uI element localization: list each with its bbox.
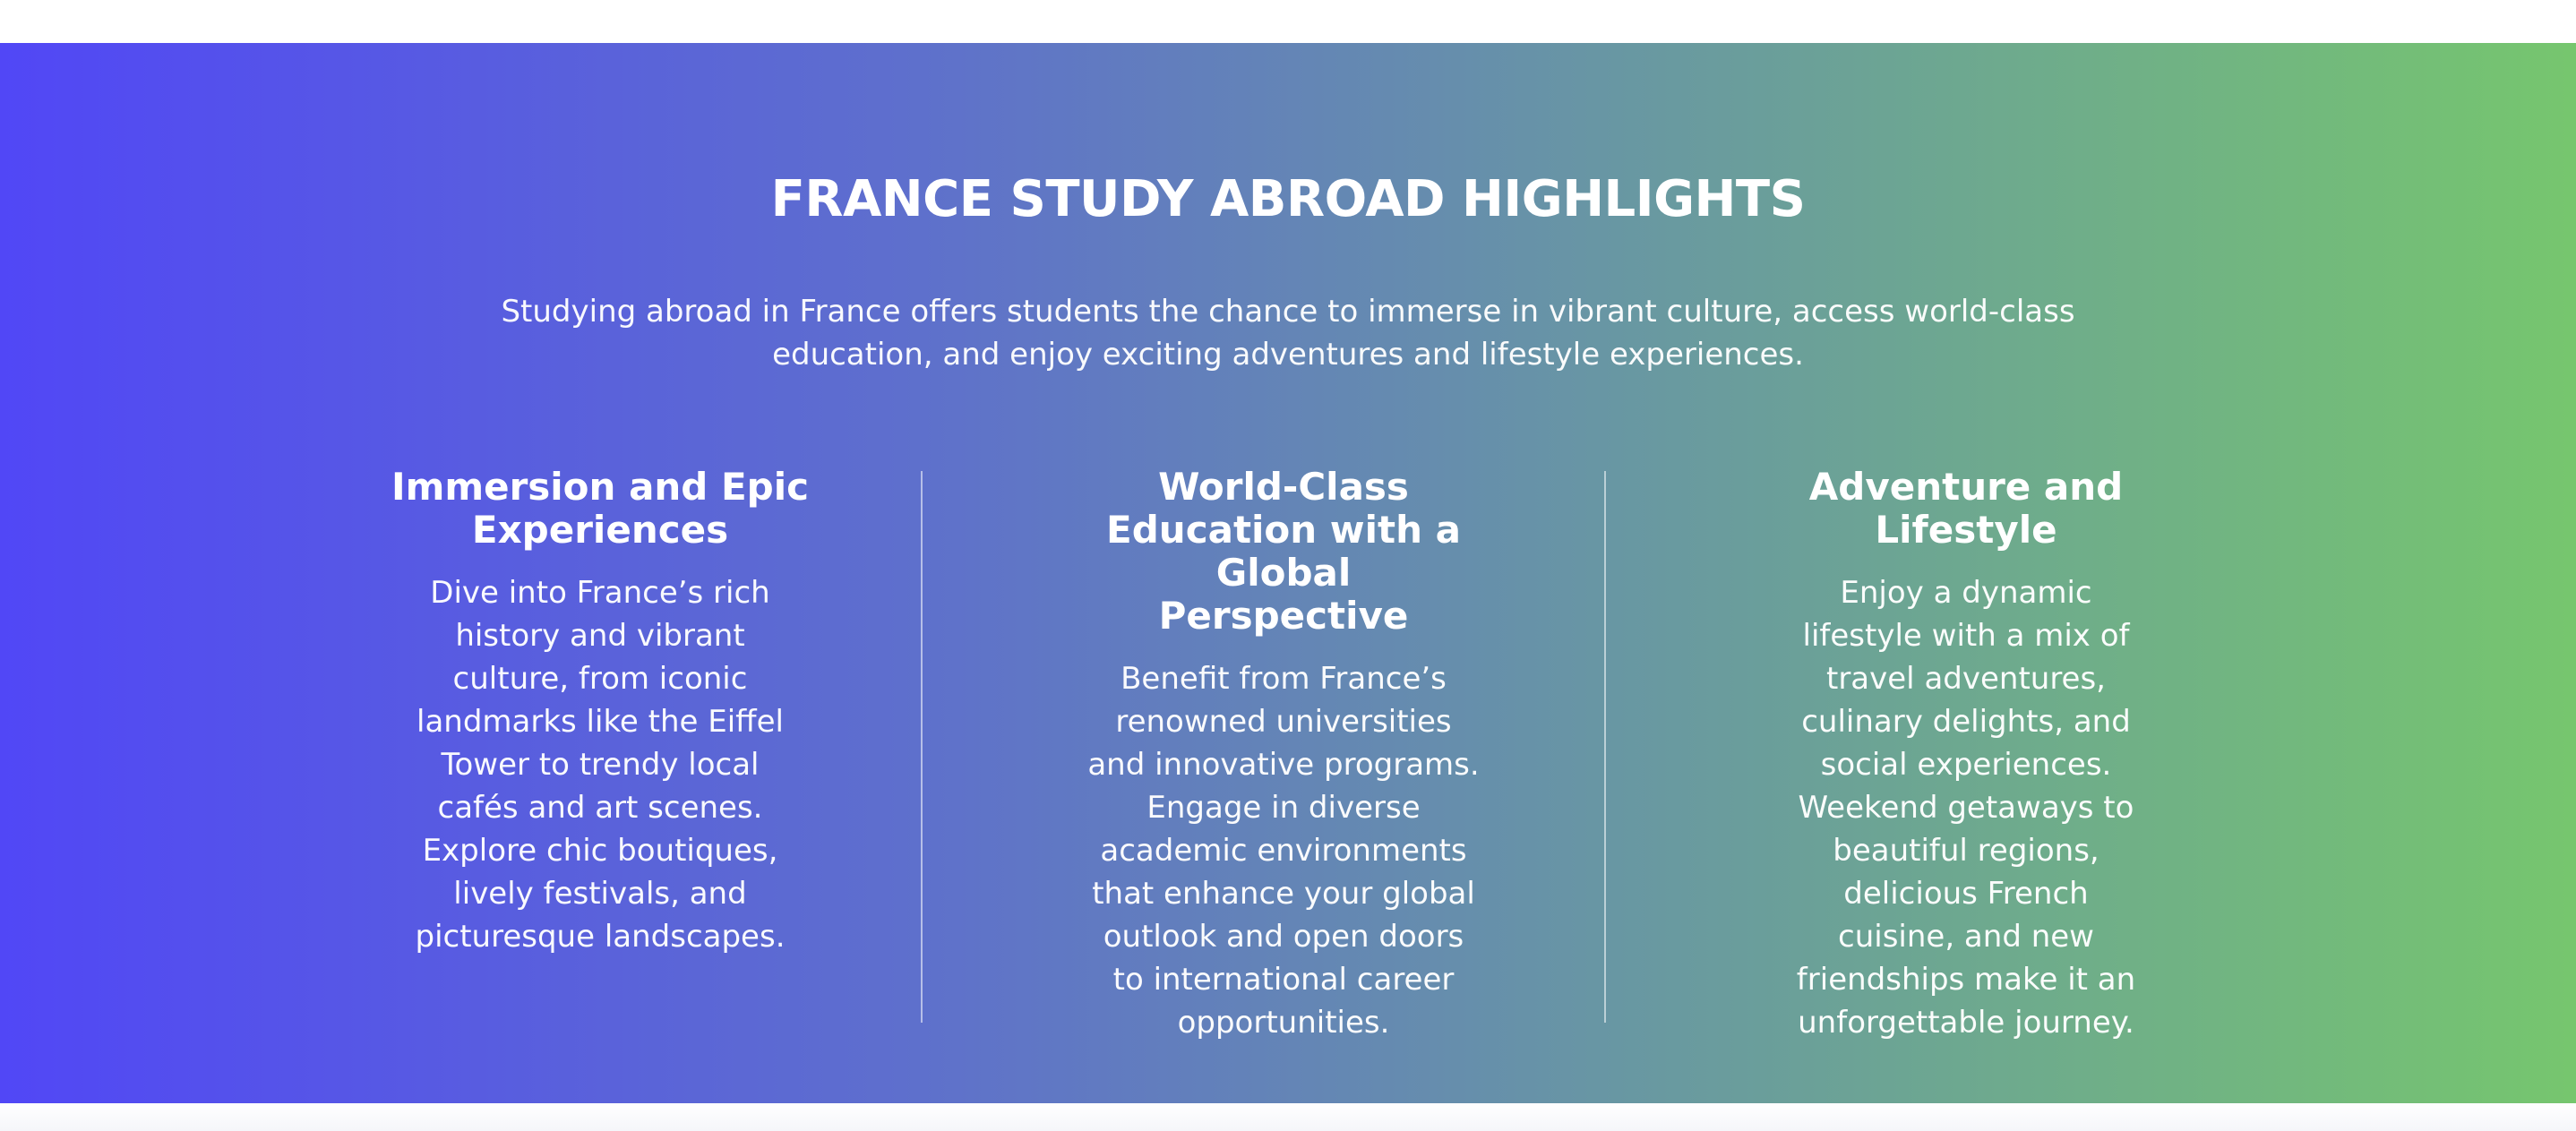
section-title: FRANCE STUDY ABROAD HIGHLIGHTS <box>770 170 1806 228</box>
highlight-heading: Adventure and Lifestyle <box>1808 465 2124 552</box>
highlight-card-lifestyle <box>1742 466 2190 1044</box>
column-divider <box>921 471 923 1023</box>
page-bottom-strip <box>0 1103 2576 1131</box>
highlight-body: Dive into France’s rich history and vibrant culture, from iconic landmarks like the Eiffel Tower to trendy local cafés and art scenes. Explore chic boutiques, lively festivals, and picturesque landscapes. <box>415 575 786 955</box>
highlight-heading: World-Class Education with a Global Perspective <box>1106 465 1461 638</box>
page-top-strip <box>0 0 2576 43</box>
highlight-heading: Immersion and Epic Experiences <box>391 465 810 552</box>
highlight-card-education <box>1060 466 1507 1044</box>
highlight-body: Enjoy a dynamic lifestyle with a mix of travel adventures, culinary delights, and social experiences. Weekend getaways to beautiful regions, delicious French cuisine, and new friendships make it an unforgettable journey. <box>1796 575 2136 1041</box>
highlight-body: Benefit from France’s renowned universities and innovative programs. Engage in diverse academic environments that enhance your global outlook and open doors to international career opportunities. <box>1087 661 1480 1041</box>
section-intro: Studying abroad in France offers students the chance to immerse in vibrant culture, access world-class education, and enjoy exciting adventures and lifestyle experiences. <box>501 294 2075 373</box>
highlight-card-immersion <box>376 466 824 958</box>
column-divider <box>1604 471 1606 1023</box>
highlights-section <box>0 43 2576 1103</box>
